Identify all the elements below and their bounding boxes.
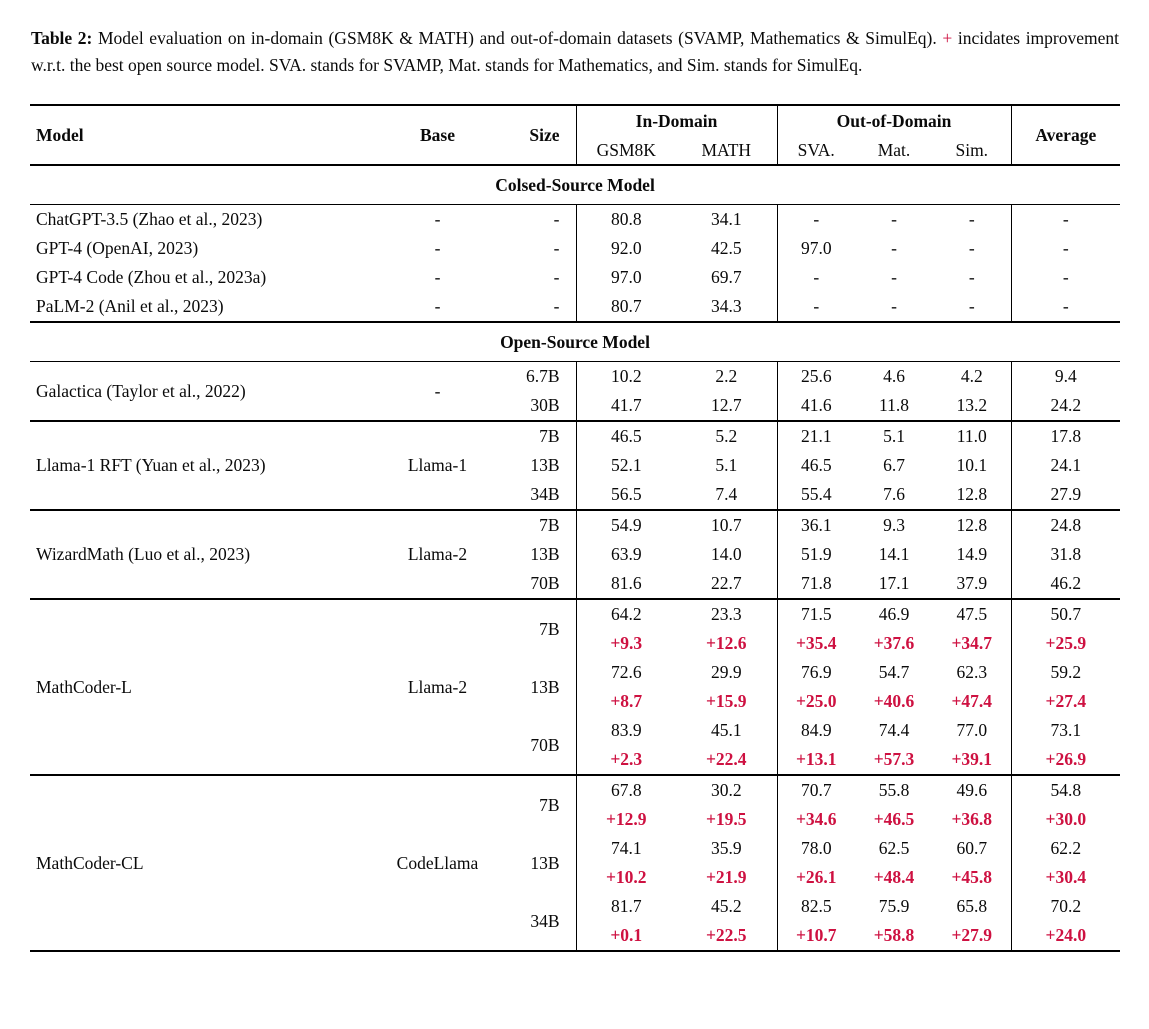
delta-cell: +37.6	[873, 633, 915, 653]
value-cell: 51.9	[800, 544, 832, 564]
model-name-cell: ChatGPT-3.5 (Zhao et al., 2023)	[36, 209, 263, 229]
size-cell: 13B	[490, 540, 576, 569]
delta-cell: +34.7	[933, 629, 1011, 658]
value-cell: 30.2	[676, 775, 777, 805]
delta-cell: +27.4	[1045, 691, 1087, 711]
value-cell: 46.5	[800, 455, 832, 475]
delta-cell: +0.1	[610, 925, 643, 945]
value-cell: -	[933, 234, 1011, 263]
base-cell: -	[434, 380, 441, 401]
delta-cell: +58.8	[873, 925, 915, 945]
value-cell: 24.1	[1050, 455, 1082, 475]
value-cell: 5.1	[676, 451, 777, 480]
value-cell: 82.5	[800, 896, 832, 916]
value-cell: 70.2	[1050, 896, 1082, 916]
value-cell: 80.8	[610, 209, 642, 229]
delta-cell: +21.9	[676, 863, 777, 892]
value-cell: -	[813, 209, 820, 229]
value-cell: 29.9	[676, 658, 777, 687]
model-group	[30, 292, 1120, 322]
value-cell: 7.4	[676, 480, 777, 510]
value-cell: 46.2	[1050, 573, 1082, 593]
value-cell: 62.2	[1050, 838, 1082, 858]
value-cell: 12.7	[676, 391, 777, 421]
value-cell: 12.8	[933, 510, 1011, 540]
value-cell: 78.0	[800, 838, 832, 858]
delta-cell: +15.9	[676, 687, 777, 716]
value-cell: -	[1062, 209, 1069, 229]
value-cell: 59.2	[1050, 662, 1082, 682]
value-cell: 27.9	[1050, 484, 1082, 504]
base-cell: CodeLlama	[396, 852, 479, 873]
delta-cell: +39.1	[933, 745, 1011, 775]
value-cell: -	[933, 292, 1011, 322]
model-name-cell: Galactica (Taylor et al., 2022)	[36, 380, 246, 401]
delta-cell: +30.4	[1045, 867, 1087, 887]
section-title: Open-Source Model	[500, 331, 650, 352]
size-cell: 13B	[490, 834, 576, 892]
value-cell: 34.3	[676, 292, 777, 322]
base-cell: Llama-1	[407, 455, 468, 475]
value-cell: 70.7	[800, 780, 832, 800]
section-title: Colsed-Source Model	[495, 174, 655, 195]
value-cell: 77.0	[933, 716, 1011, 745]
value-cell: 47.5	[933, 599, 1011, 629]
value-cell: 11.8	[879, 395, 909, 415]
value-cell: 62.5	[878, 838, 910, 858]
value-cell: 22.7	[676, 569, 777, 599]
header-math: MATH	[676, 136, 777, 165]
value-cell: 83.9	[610, 720, 642, 740]
header-size: Size	[490, 105, 576, 165]
value-cell: 34.1	[676, 205, 777, 235]
value-cell: 10.1	[933, 451, 1011, 480]
value-cell: 72.6	[610, 662, 642, 682]
model-name-cell: PaLM-2 (Anil et al., 2023)	[36, 296, 224, 316]
header-base: Base	[420, 124, 455, 145]
value-cell: -	[891, 238, 897, 258]
header-sim: Sim.	[933, 136, 1011, 165]
delta-cell: +8.7	[610, 691, 643, 711]
size-cell: -	[490, 234, 576, 263]
value-cell: 4.2	[933, 362, 1011, 392]
value-cell: 54.9	[610, 515, 642, 535]
value-cell: -	[891, 296, 897, 316]
delta-cell: +22.5	[676, 921, 777, 951]
value-cell: 35.9	[676, 834, 777, 863]
value-cell: 74.4	[878, 720, 910, 740]
model-name-cell: WizardMath (Luo et al., 2023)	[36, 544, 251, 564]
delta-cell: +36.8	[933, 805, 1011, 834]
section-title-row	[30, 322, 1120, 362]
value-cell: 84.9	[800, 720, 832, 740]
value-cell: -	[1062, 238, 1069, 258]
value-cell: -	[933, 263, 1011, 292]
caption-text-2: incidates improvement w.r.t. the best open source model. SVA. stands for SVAMP, Mat. stands for Mathematics, and Sim. stands for SimulEq.	[31, 28, 1120, 75]
value-cell: 80.7	[610, 296, 642, 316]
delta-cell: +22.4	[676, 745, 777, 775]
base-cell: Llama-2	[407, 676, 468, 697]
model-group	[30, 205, 1120, 235]
value-cell: 56.5	[610, 484, 642, 504]
model-group	[30, 599, 1120, 775]
value-cell: 37.9	[933, 569, 1011, 599]
table-header	[30, 105, 1120, 165]
size-cell: 70B	[490, 716, 576, 775]
value-cell: 31.8	[1050, 544, 1082, 564]
base-cell: -	[434, 209, 441, 229]
model-group	[30, 421, 1120, 510]
header-out-of-domain: Out-of-Domain	[777, 105, 1011, 136]
size-cell: 34B	[490, 480, 576, 510]
model-group	[30, 362, 1120, 422]
header-model: Model	[36, 124, 84, 145]
caption-text-1: Model evaluation on in-domain (GSM8K & MATH) and out-of-domain datasets (SVAMP, Mathematics & SimulEq).	[98, 28, 937, 48]
value-cell: 81.7	[610, 896, 642, 916]
value-cell: -	[813, 296, 820, 316]
value-cell: 81.6	[610, 573, 642, 593]
value-cell: 52.1	[610, 455, 642, 475]
value-cell: 74.1	[610, 838, 642, 858]
delta-cell: +2.3	[610, 749, 643, 769]
value-cell: 46.9	[878, 604, 910, 624]
delta-cell: +26.9	[1045, 749, 1087, 769]
value-cell: 10.7	[676, 510, 777, 540]
value-cell: 21.1	[800, 426, 832, 446]
value-cell: 6.7	[883, 455, 905, 475]
value-cell: 24.8	[1050, 515, 1082, 535]
value-cell: 45.1	[676, 716, 777, 745]
caption-label: Table 2:	[31, 28, 93, 48]
value-cell: 71.5	[800, 604, 832, 624]
base-cell: -	[434, 267, 441, 287]
model-group	[30, 510, 1120, 599]
value-cell: 9.4	[1054, 366, 1077, 386]
value-cell: 11.0	[933, 421, 1011, 451]
delta-cell: +25.9	[1045, 633, 1087, 653]
header-average: Average	[1035, 124, 1097, 145]
value-cell: 55.4	[800, 484, 832, 504]
delta-cell: +12.9	[605, 809, 647, 829]
delta-cell: +57.3	[873, 749, 915, 769]
value-cell: 97.0	[610, 267, 642, 287]
value-cell: 73.1	[1050, 720, 1082, 740]
value-cell: 75.9	[878, 896, 910, 916]
value-cell: 12.8	[933, 480, 1011, 510]
model-name-cell: MathCoder-L	[36, 676, 132, 697]
value-cell: 7.6	[883, 484, 905, 504]
value-cell: 54.7	[878, 662, 910, 682]
page	[0, 25, 1149, 1029]
value-cell: 41.7	[610, 395, 642, 415]
value-cell: -	[813, 267, 820, 287]
header-mat: Mat.	[877, 139, 911, 160]
value-cell: 54.8	[1050, 780, 1082, 800]
delta-cell: +13.1	[795, 749, 837, 769]
delta-cell: +35.4	[795, 633, 837, 653]
model-name-cell: Llama-1 RFT (Yuan et al., 2023)	[36, 455, 266, 475]
delta-cell: +47.4	[933, 687, 1011, 716]
header-gsm8k: GSM8K	[596, 139, 656, 160]
section-title-row	[30, 165, 1120, 205]
delta-cell: +48.4	[873, 867, 915, 887]
value-cell: 55.8	[878, 780, 910, 800]
size-cell: 13B	[490, 658, 576, 716]
value-cell: 65.8	[933, 892, 1011, 921]
value-cell: 50.7	[1050, 604, 1082, 624]
value-cell: -	[891, 267, 897, 287]
value-cell: 46.5	[610, 426, 642, 446]
model-group	[30, 263, 1120, 292]
value-cell: 2.2	[676, 362, 777, 392]
value-cell: 41.6	[800, 395, 832, 415]
value-cell: -	[1062, 267, 1069, 287]
value-cell: 23.3	[676, 599, 777, 629]
value-cell: 92.0	[610, 238, 642, 258]
model-group	[30, 775, 1120, 951]
value-cell: 5.1	[883, 426, 905, 446]
delta-cell: +46.5	[873, 809, 915, 829]
model-group	[30, 234, 1120, 263]
value-cell: 49.6	[933, 775, 1011, 805]
value-cell: 76.9	[800, 662, 832, 682]
value-cell: -	[1062, 296, 1069, 316]
value-cell: 14.0	[676, 540, 777, 569]
value-cell: 64.2	[610, 604, 642, 624]
value-cell: 24.2	[1050, 395, 1082, 415]
model-name-cell: GPT-4 Code (Zhou et al., 2023a)	[36, 267, 267, 287]
value-cell: 10.2	[610, 366, 642, 386]
base-cell: -	[434, 238, 441, 258]
size-cell: 30B	[490, 391, 576, 421]
value-cell: 36.1	[800, 515, 832, 535]
value-cell: 45.2	[676, 892, 777, 921]
delta-cell: +19.5	[676, 805, 777, 834]
value-cell: 13.2	[933, 391, 1011, 421]
delta-cell: +9.3	[610, 633, 643, 653]
value-cell: 71.8	[800, 573, 832, 593]
value-cell: 25.6	[800, 366, 832, 386]
size-cell: 70B	[490, 569, 576, 599]
size-cell: 34B	[490, 892, 576, 951]
value-cell: 17.1	[878, 573, 910, 593]
model-name-cell: MathCoder-CL	[36, 852, 144, 873]
size-cell: 7B	[490, 775, 576, 834]
value-cell: 63.9	[610, 544, 642, 564]
model-name-cell: GPT-4 (OpenAI, 2023)	[36, 238, 199, 258]
value-cell: 62.3	[933, 658, 1011, 687]
delta-cell: +12.6	[676, 629, 777, 658]
value-cell: 42.5	[676, 234, 777, 263]
delta-cell: +45.8	[933, 863, 1011, 892]
value-cell: 14.1	[878, 544, 910, 564]
size-cell: -	[490, 263, 576, 292]
base-cell: Llama-2	[407, 544, 468, 564]
base-cell: -	[434, 296, 441, 316]
delta-cell: +10.2	[605, 867, 647, 887]
value-cell: 67.8	[610, 780, 642, 800]
size-cell: 7B	[490, 421, 576, 451]
delta-cell: +34.6	[795, 809, 837, 829]
size-cell: -	[490, 292, 576, 322]
header-sva: SVA.	[797, 139, 835, 160]
delta-cell: +30.0	[1045, 809, 1087, 829]
size-cell: 7B	[490, 599, 576, 658]
size-cell: -	[490, 205, 576, 235]
value-cell: 4.6	[883, 366, 905, 386]
value-cell: 60.7	[933, 834, 1011, 863]
value-cell: 17.8	[1050, 426, 1082, 446]
size-cell: 6.7B	[490, 362, 576, 392]
table-caption	[31, 25, 1119, 79]
plus-sign: +	[942, 28, 953, 48]
delta-cell: +24.0	[1045, 925, 1087, 945]
results-table	[30, 104, 1120, 952]
size-cell: 7B	[490, 510, 576, 540]
delta-cell: +25.0	[795, 691, 837, 711]
value-cell: -	[933, 205, 1011, 235]
header-in-domain: In-Domain	[576, 105, 777, 136]
value-cell: 9.3	[883, 515, 905, 535]
size-cell: 13B	[490, 451, 576, 480]
value-cell: 97.0	[800, 238, 832, 258]
value-cell: 14.9	[933, 540, 1011, 569]
value-cell: 69.7	[676, 263, 777, 292]
delta-cell: +10.7	[795, 925, 837, 945]
value-cell: 5.2	[676, 421, 777, 451]
delta-cell: +40.6	[873, 691, 915, 711]
delta-cell: +26.1	[795, 867, 837, 887]
delta-cell: +27.9	[933, 921, 1011, 951]
value-cell: -	[891, 209, 897, 229]
